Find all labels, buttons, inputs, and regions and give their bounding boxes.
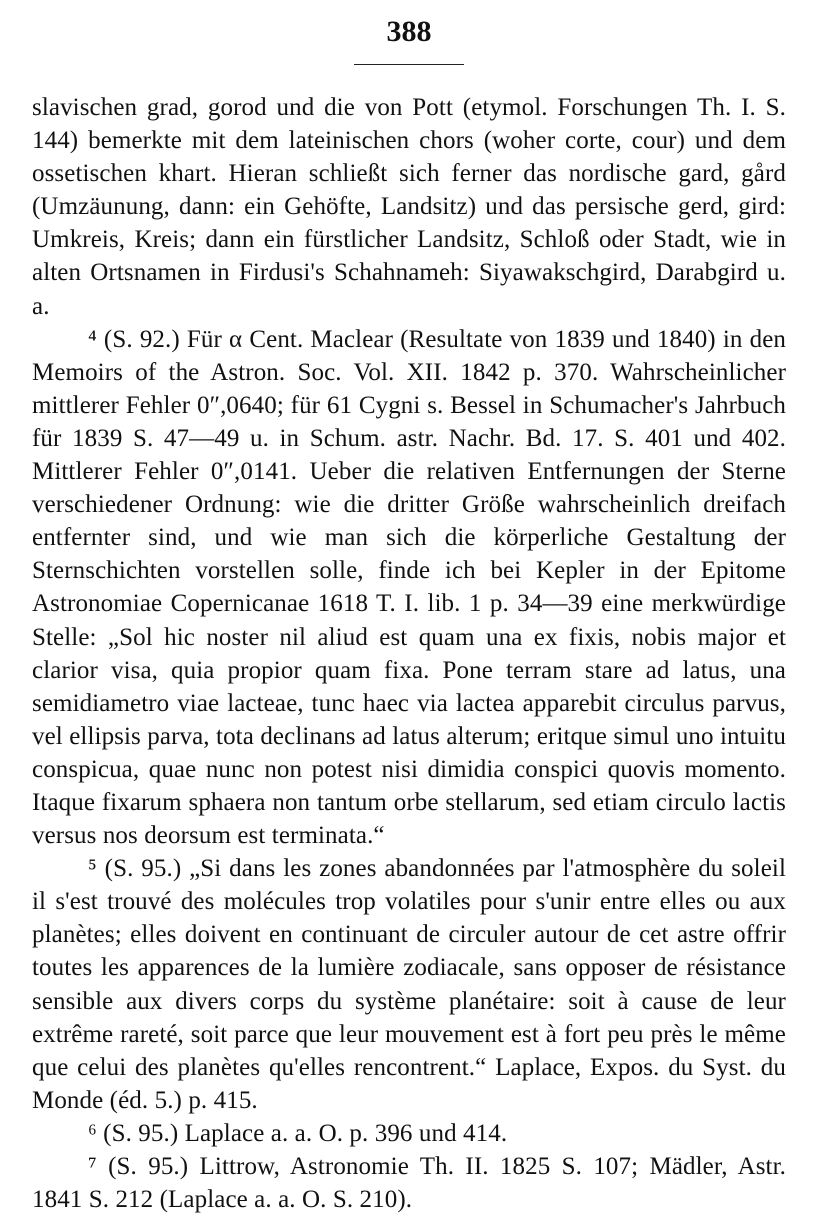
- footnote-4: ⁴ (S. 92.) Für α Cent. Maclear (Resultate von 1839 und 1840) in den Memoirs of the Astron. Soc. Vol. XII. 1842 p. 370. Wahrscheinlicher mittlerer Fehler 0″,0640; für 61 Cygni s. Bessel in Schumacher's Jahrbuch für 1839 S. 47—49 u. in Schum. astr. Nachr. Bd. 17. S. 401 und 402. Mittlerer Fehler 0″,0141. Ueber die relativen Entfernungen der Sterne verschiedener Ordnung: wie die dritter Größe wahrscheinlich dreifach entfernter sind, und wie man sich die körperliche Gestaltung der Sternschichten vorstellen solle, finde ich bei Kepler in der Epitome Astronomiae Copernicanae 1618 T. I. lib. 1 p. 34—39 eine merkwürdige Stelle: „Sol hic noster nil aliud est quam una ex fixis, nobis major et clarior visa, quia propior quam fixa. Pone terram stare ad latus, una semidiametro viae lacteae, tunc haec via lactea apparebit circulus parvus, vel ellipsis parva, tota declinans ad latus alterum; eritque simul uno intuitu conspicua, quae nunc non potest nisi dimidia conspici quovis momento. Itaque fixarum sphaera non tantum orbe stellarum, sed etiam circulo lactis versus nos deorsum est terminata.“: [32, 325, 786, 850]
- page-body: [32, 91, 786, 1216]
- header-rule: [354, 64, 464, 65]
- paragraph-continuation: slavischen grad, gorod und die von Pott (etymol. Forschungen Th. I. S. 144) bemerkte mit dem lateinischen chors (woher corte, cour) und dem ossetischen khart. Hieran schließt sich ferner das nordische gard, gård (Umzäunung, dann: ein Gehöfte, Landsitz) und das persische gerd, gird: Umkreis, Kreis; dann ein fürstlicher Landsitz, Schloß oder Stadt, wie in alten Ortsnamen in Firdusi's Schahnameh: Siyawakschgird, Darabgird u. a.: [32, 94, 786, 320]
- page-number: 388: [386, 15, 432, 48]
- footnote-5: ⁵ (S. 95.) „Si dans les zones abandonnées par l'atmosphère du soleil il s'est trouvé des molécules trop volatiles pour s'unir entre elles ou aux planètes; elles doivent en continuant de circuler autour de cet astre offrir toutes les apparences de la lumière zodiacale, sans opposer de résistance sensible aux divers corps du système planétaire: soit à cause de leur extrême rareté, soit parce que leur mouvement est à fort peu près le même que celui des planètes qu'elles rencontrent.“ Laplace, Expos. du Syst. du Monde (éd. 5.) p. 415.: [32, 855, 786, 1114]
- footnote-6: ⁶ (S. 95.) Laplace a. a. O. p. 396 und 414.: [88, 1119, 508, 1147]
- footnote-7: ⁷ (S. 95.) Littrow, Astronomie Th. II. 1825 S. 107; Mädler, Astr. 1841 S. 212 (Laplace a. a. O. S. 210).: [32, 1153, 786, 1214]
